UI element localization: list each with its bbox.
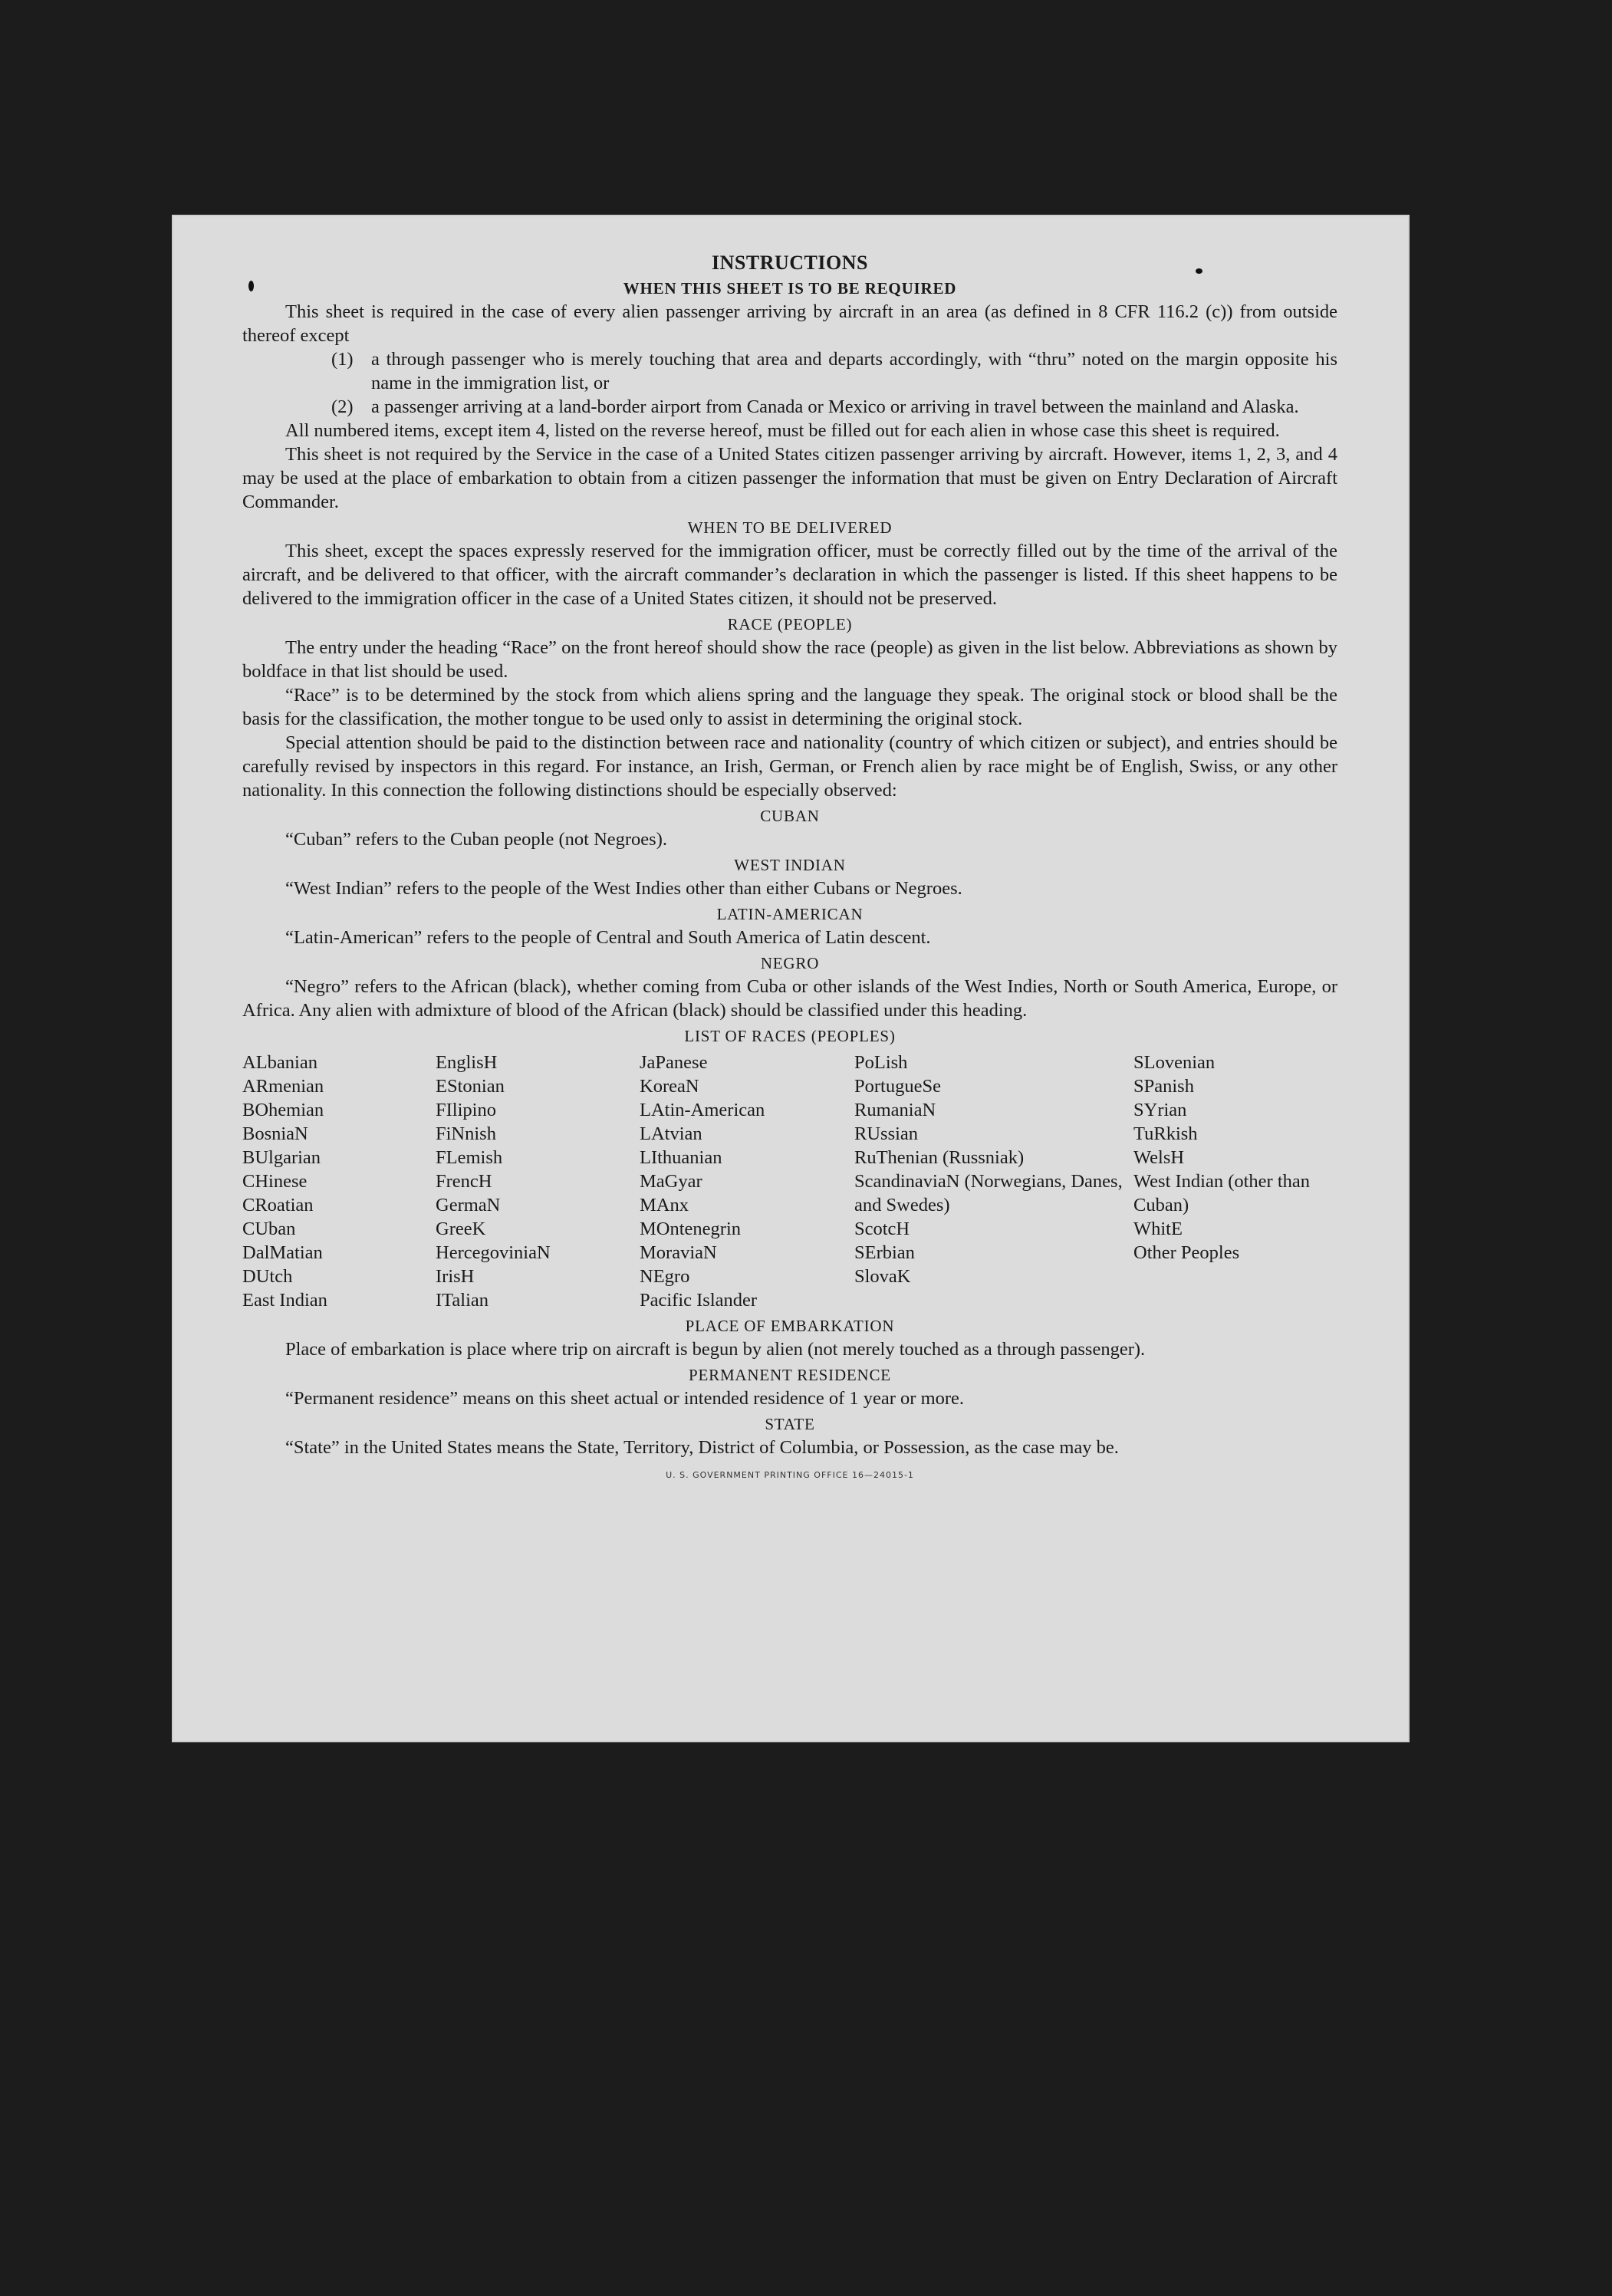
race-entry: CRoatian bbox=[242, 1195, 314, 1215]
race-entry: RuThenian (Russniak) bbox=[854, 1147, 1025, 1168]
race-entry: ScandinaviaN (Norwegians, Danes, and Swedes) bbox=[854, 1171, 1123, 1215]
race-entry: MAnx bbox=[640, 1195, 689, 1215]
item-text: a passenger arriving at a land-border airport from Canada or Mexico or arriving in travel between the mainland and Alaska. bbox=[371, 396, 1299, 417]
race-entry: HercegoviniaN bbox=[436, 1242, 551, 1263]
races-column bbox=[1133, 1051, 1341, 1312]
races-column bbox=[436, 1051, 640, 1312]
section-heading-list-of-races: LIST OF RACES (PEOPLES) bbox=[684, 1027, 896, 1045]
races-column bbox=[640, 1051, 854, 1312]
section-heading-latin-american: LATIN-AMERICAN bbox=[716, 905, 864, 923]
paragraph: “Cuban” refers to the Cuban people (not Negroes). bbox=[285, 829, 667, 850]
race-entry: ScotcH bbox=[854, 1219, 910, 1239]
section-heading-west-indian: WEST INDIAN bbox=[734, 856, 846, 874]
race-entry: RumaniaN bbox=[854, 1100, 936, 1120]
race-entry: FrencH bbox=[436, 1171, 492, 1192]
race-entry: FLemish bbox=[436, 1147, 503, 1168]
scan-speck bbox=[248, 281, 254, 291]
scan-speck bbox=[1196, 268, 1202, 274]
race-entry: ITalian bbox=[436, 1290, 489, 1311]
race-entry: LIthuanian bbox=[640, 1147, 722, 1168]
paragraph: All numbered items, except item 4, listed on the reverse hereof, must be filled out for each alien in whose case this sheet is required. bbox=[285, 420, 1280, 441]
races-column bbox=[242, 1051, 436, 1312]
race-entry: SYrian bbox=[1133, 1100, 1187, 1120]
race-entry: Other Peoples bbox=[1133, 1242, 1240, 1263]
instruction-sheet bbox=[172, 215, 1410, 1742]
item-text: a through passenger who is merely touching that area and departs accordingly, with “thru” noted on the margin opposite his name in the immigration list, or bbox=[371, 349, 1337, 393]
paragraph: “Permanent residence” means on this sheet actual or intended residence of 1 year or more. bbox=[285, 1388, 965, 1409]
race-entry: ARmenian bbox=[242, 1076, 324, 1097]
section-heading-required: WHEN THIS SHEET IS TO BE REQUIRED bbox=[623, 279, 957, 298]
race-entry: BUlgarian bbox=[242, 1147, 321, 1168]
race-entry: SPanish bbox=[1133, 1076, 1194, 1097]
race-entry: SlovaK bbox=[854, 1266, 911, 1287]
race-entry: WelsH bbox=[1133, 1147, 1185, 1168]
race-entry: MaGyar bbox=[640, 1171, 702, 1192]
paragraph: This sheet is not required by the Service in the case of a United States citizen passenger arriving by aircraft. However, items 1, 2, 3, and 4 may be used at the place of embarkation to obtain from a citizen passenger the information that must be given on Entry Declaration of Aircraft Commander. bbox=[242, 444, 1337, 512]
section-heading-residence: PERMANENT RESIDENCE bbox=[689, 1366, 891, 1384]
race-entry: East Indian bbox=[242, 1290, 327, 1311]
race-entry: FiNnish bbox=[436, 1123, 496, 1144]
races-column bbox=[854, 1051, 1133, 1312]
paragraph: “West Indian” refers to the people of the West Indies other than either Cubans or Negroes. bbox=[285, 878, 962, 899]
paragraph: Special attention should be paid to the distinction between race and nationality (country of which citizen or subject), and entries should be carefully revised by inspectors in this regard. For instance, an Irish, German, or French alien by race might be of English, Swiss, or any other nationality. In this connection the following distinctions should be especially observed: bbox=[242, 732, 1337, 801]
item-number: (2) bbox=[331, 396, 354, 417]
paragraph: Place of embarkation is place where trip on aircraft is begun by alien (not merely touched as a through passenger). bbox=[285, 1339, 1146, 1360]
race-entry: CUban bbox=[242, 1219, 296, 1239]
race-entry: WhitE bbox=[1133, 1219, 1183, 1239]
race-entry: NEgro bbox=[640, 1266, 690, 1287]
race-entry: SLovenian bbox=[1133, 1052, 1216, 1073]
section-heading-embarkation: PLACE OF EMBARKATION bbox=[685, 1317, 895, 1335]
race-entry: MoraviaN bbox=[640, 1242, 717, 1263]
race-entry: LAtvian bbox=[640, 1123, 702, 1144]
section-heading-state: STATE bbox=[765, 1415, 815, 1433]
race-entry: West Indian (other than Cuban) bbox=[1133, 1171, 1311, 1215]
section-heading-negro: NEGRO bbox=[760, 954, 820, 972]
paragraph: The entry under the heading “Race” on the front hereof should show the race (people) as given in the list below. Abbreviations as shown by boldface in that list should be used. bbox=[242, 637, 1337, 682]
paragraph: “State” in the United States means the State, Territory, District of Columbia, or Possession, as the case may be. bbox=[285, 1437, 1119, 1458]
race-entry: PoLish bbox=[854, 1052, 908, 1073]
race-entry: GermaN bbox=[436, 1195, 501, 1215]
race-entry: DalMatian bbox=[242, 1242, 323, 1263]
list-item bbox=[331, 395, 1337, 419]
race-entry: RUssian bbox=[854, 1123, 919, 1144]
race-entry: EStonian bbox=[436, 1076, 505, 1097]
paragraph: “Latin-American” refers to the people of Central and South America of Latin descent. bbox=[285, 927, 931, 948]
race-entry: GreeK bbox=[436, 1219, 486, 1239]
race-entry: TuRkish bbox=[1133, 1123, 1198, 1144]
race-entry: ALbanian bbox=[242, 1052, 317, 1073]
race-entry: MOntenegrin bbox=[640, 1219, 741, 1239]
race-entry: FIlipino bbox=[436, 1100, 496, 1120]
race-entry: EnglisH bbox=[436, 1052, 498, 1073]
page-title: INSTRUCTIONS bbox=[712, 252, 868, 274]
race-entry: CHinese bbox=[242, 1171, 308, 1192]
race-entry: LAtin-American bbox=[640, 1100, 765, 1120]
section-heading-cuban: CUBAN bbox=[760, 807, 820, 825]
printing-office-footer: U. S. GOVERNMENT PRINTING OFFICE 16—24015-1 bbox=[666, 1470, 914, 1480]
race-entry: PortugueSe bbox=[854, 1076, 941, 1097]
races-table bbox=[242, 1051, 1337, 1312]
race-entry: IrisH bbox=[436, 1266, 475, 1287]
section-heading-delivered: WHEN TO BE DELIVERED bbox=[687, 518, 893, 537]
paragraph: This sheet is required in the case of every alien passenger arriving by aircraft in an area (as defined in 8 CFR 116.2 (c)) from outside thereof except bbox=[242, 301, 1337, 346]
race-entry: BOhemian bbox=[242, 1100, 324, 1120]
race-entry: JaPanese bbox=[640, 1052, 708, 1073]
race-entry: Pacific Islander bbox=[640, 1290, 758, 1311]
list-item bbox=[331, 347, 1337, 395]
race-entry: DUtch bbox=[242, 1266, 293, 1287]
race-entry: BosniaN bbox=[242, 1123, 308, 1144]
paragraph: “Race” is to be determined by the stock from which aliens spring and the language they speak. The original stock or blood shall be the basis for the classification, the mother tongue to be used only to assist in determining the original stock. bbox=[242, 685, 1337, 729]
race-entry: SErbian bbox=[854, 1242, 915, 1263]
paragraph: “Negro” refers to the African (black), whether coming from Cuba or other islands of the West Indies, North or South America, Europe, or Africa. Any alien with admixture of blood of the African (black) should be classified under this heading. bbox=[242, 976, 1337, 1021]
item-number: (1) bbox=[331, 349, 354, 370]
paragraph: This sheet, except the spaces expressly reserved for the immigration officer, must be correctly filled out by the time of the arrival of the aircraft, and be delivered to that officer, with the aircraft commander’s declaration in which the passenger is listed. If this sheet happens to be delivered to the immigration officer in the case of a United States citizen, it should not be preserved. bbox=[242, 541, 1337, 609]
race-entry: KoreaN bbox=[640, 1076, 699, 1097]
section-heading-race: RACE (PEOPLE) bbox=[727, 615, 853, 633]
